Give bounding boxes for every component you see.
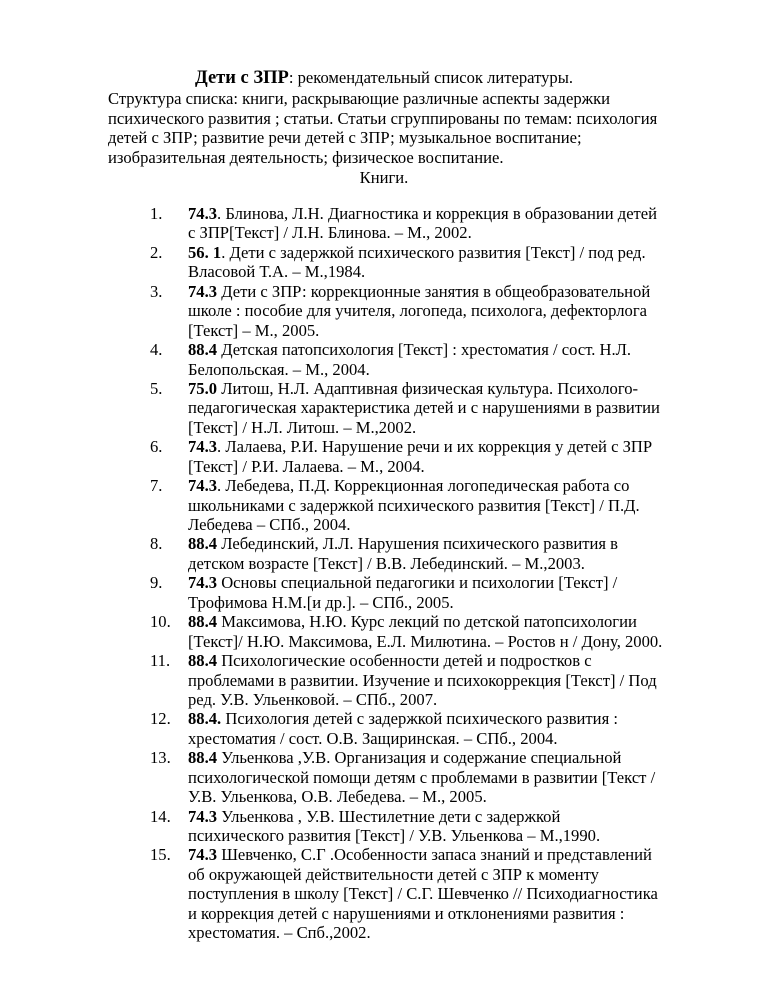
item-continuation-line: хрестоматия. – Спб.,2002. [188,923,371,943]
item-first-line [0,845,768,864]
item-text: Ульенкова ,У.В. Организация и содержание специальной [217,748,622,768]
item-continuation-line: Власовой Т.А. – М.,1984. [188,262,366,282]
item-first-line [0,748,768,767]
item-text: . Лалаева, Р.И. Нарушение речи и их коррекция у детей с ЗПР [217,437,653,457]
classification-code: 75.0 [188,378,218,398]
item-number: 14. [150,806,171,826]
item-number: 2. [150,242,163,262]
item-first-line [0,340,768,359]
book-list-item [0,476,768,534]
item-first-line [0,282,768,301]
item-number: 5. [150,378,163,398]
book-list-item [0,612,768,651]
item-text: Дети с ЗПР: коррекционные занятия в общеобразовательной [217,281,651,301]
item-first-line [0,379,768,398]
title-bold: Дети с ЗПР [194,68,289,88]
item-continuation-line: поступления в школу [Текст] / С.Г. Шевченко // Психодиагностика [188,884,658,904]
classification-code: 74.3 [188,476,218,496]
item-first-line [0,204,768,223]
classification-code: 88.4 [188,612,218,632]
classification-code: 88.4 [188,748,218,768]
classification-code: 88.4. [188,709,222,729]
item-number: 12. [150,709,171,729]
item-first-line [0,709,768,728]
item-text: . Дети с задержкой психического развития [Текст] / под ред. [221,242,646,262]
item-text: Основы специальной педагогики и психологии [Текст] / [217,573,618,593]
intro-line: изобразительная деятельность; физическое воспитание. [108,147,504,167]
item-continuation-line: хрестоматия / сост. О.В. Защиринская. – СПб., 2004. [188,728,558,748]
item-continuation-line: [Текст] / Н.Л. Литош. – М.,2002. [188,417,417,437]
item-continuation-line: [Текст] / Р.И. Лалаева. – М., 2004. [188,456,425,476]
item-continuation-line: школьниками с задержкой психического развития [Текст] / П.Д. [188,495,640,515]
item-continuation-line: детском возрасте [Текст] / В.В. Лебединский. – М.,2003. [188,553,585,573]
item-continuation-line: психического развития [Текст] / У.В. Ульенкова – М.,1990. [188,826,601,845]
item-number: 11. [150,651,171,671]
classification-code: 74.3 [188,845,218,865]
book-list-item [0,282,768,340]
intro-paragraph [108,89,728,167]
book-list [0,204,768,943]
classification-code: 56. 1 [188,242,222,262]
intro-line: Структура списка: книги, раскрывающие различные аспекты задержки [108,89,611,108]
item-first-line [0,437,768,456]
title-rest: : рекомендательный список литературы. [288,68,574,87]
item-continuation-line: Лебедева – СПб., 2004. [188,515,351,534]
item-first-line [0,651,768,670]
item-text: Лебединский, Л.Л. Нарушения психического развития в [217,534,618,554]
item-continuation-line: проблемами в развитии. Изучение и психокоррекция [Текст] / Под [188,670,657,690]
book-list-item [0,845,768,942]
book-list-item [0,243,768,282]
book-list-item [0,340,768,379]
item-continuation-line: психологической помощи детям с проблемами в развитии [Текст / [188,767,656,787]
intro-line: детей с ЗПР; развитие речи детей с ЗПР; музыкальное воспитание; [108,128,582,147]
item-continuation-line: У.В. Ульенкова, О.В. Лебедева. – М., 2005. [188,787,487,807]
book-list-item [0,534,768,573]
section-heading-books: Книги. [359,168,409,187]
item-first-line [0,534,768,553]
item-first-line [0,476,768,495]
book-list-item [0,651,768,709]
item-first-line [0,612,768,631]
classification-code: 74.3 [188,204,218,223]
item-text: Шевченко, С.Г .Особенности запаса знаний и представлений [217,845,652,865]
classification-code: 74.3 [188,806,218,826]
classification-code: 88.4 [188,534,218,554]
book-list-item [0,437,768,476]
item-number: 4. [150,340,163,360]
item-number: 3. [150,281,163,301]
item-text: Ульенкова , У.В. Шестилетние дети с задержкой [217,806,561,826]
classification-code: 74.3 [188,437,218,457]
item-text: . Блинова, Л.Н. Диагностика и коррекция в образовании детей [217,204,658,223]
item-continuation-line: [Текст] – М., 2005. [188,320,320,340]
book-list-item [0,379,768,437]
item-text: Детская патопсихология [Текст] : хрестоматия / сост. Н.Л. [217,340,632,360]
item-number: 7. [150,476,163,496]
item-first-line [0,243,768,262]
item-number: 1. [150,204,163,223]
item-continuation-line: с ЗПР[Текст] / Л.Н. Блинова. – М., 2002. [188,223,472,243]
item-number: 9. [150,573,163,593]
classification-code: 88.4 [188,651,218,671]
book-list-item [0,807,768,846]
item-text: . Лебедева, П.Д. Коррекционная логопедическая работа со [217,476,630,496]
item-continuation-line: Трофимова Н.М.[и др.]. – СПб., 2005. [188,592,454,612]
item-number: 8. [150,534,163,554]
item-first-line [0,573,768,592]
classification-code: 74.3 [188,281,218,301]
item-continuation-line: Белопольская. – М., 2004. [188,359,370,379]
item-text: Психология детей с задержкой психического развития : [221,709,618,729]
item-number: 15. [150,845,171,865]
item-continuation-line: об окружающей действительности детей с ЗПР к моменту [188,864,599,884]
book-list-item [0,204,768,243]
item-number: 13. [150,748,171,768]
item-text: Максимова, Н.Ю. Курс лекций по детской патопсихологии [217,612,637,632]
item-text: Психологические особенности детей и подростков с [217,651,592,671]
item-number: 10. [150,612,171,632]
item-first-line [0,807,768,826]
book-list-item [0,709,768,748]
intro-line: психического развития ; статьи. Статьи сгруппированы по темам: психология [108,108,658,128]
book-list-item [0,573,768,612]
item-number: 6. [150,437,163,457]
book-list-item [0,748,768,806]
item-continuation-line: и коррекция детей с нарушениями и отклонениями развития : [188,903,625,923]
item-text: Литош, Н.Л. Адаптивная физическая культура. Психолого- [217,378,639,398]
item-continuation-line: ред. У.В. Ульенковой. – СПб., 2007. [188,689,438,709]
classification-code: 74.3 [188,573,218,593]
item-continuation-line: педагогическая характеристика детей и с нарушениями в развитии [188,398,660,418]
document-title [0,68,768,88]
item-continuation-line: [Текст]/ Н.Ю. Максимова, Е.Л. Милютина. – Ростов н / Дону, 2000. [188,631,663,651]
item-continuation-line: школе : пособие для учителя, логопеда, психолога, дефекторлога [188,301,648,321]
classification-code: 88.4 [188,340,218,360]
